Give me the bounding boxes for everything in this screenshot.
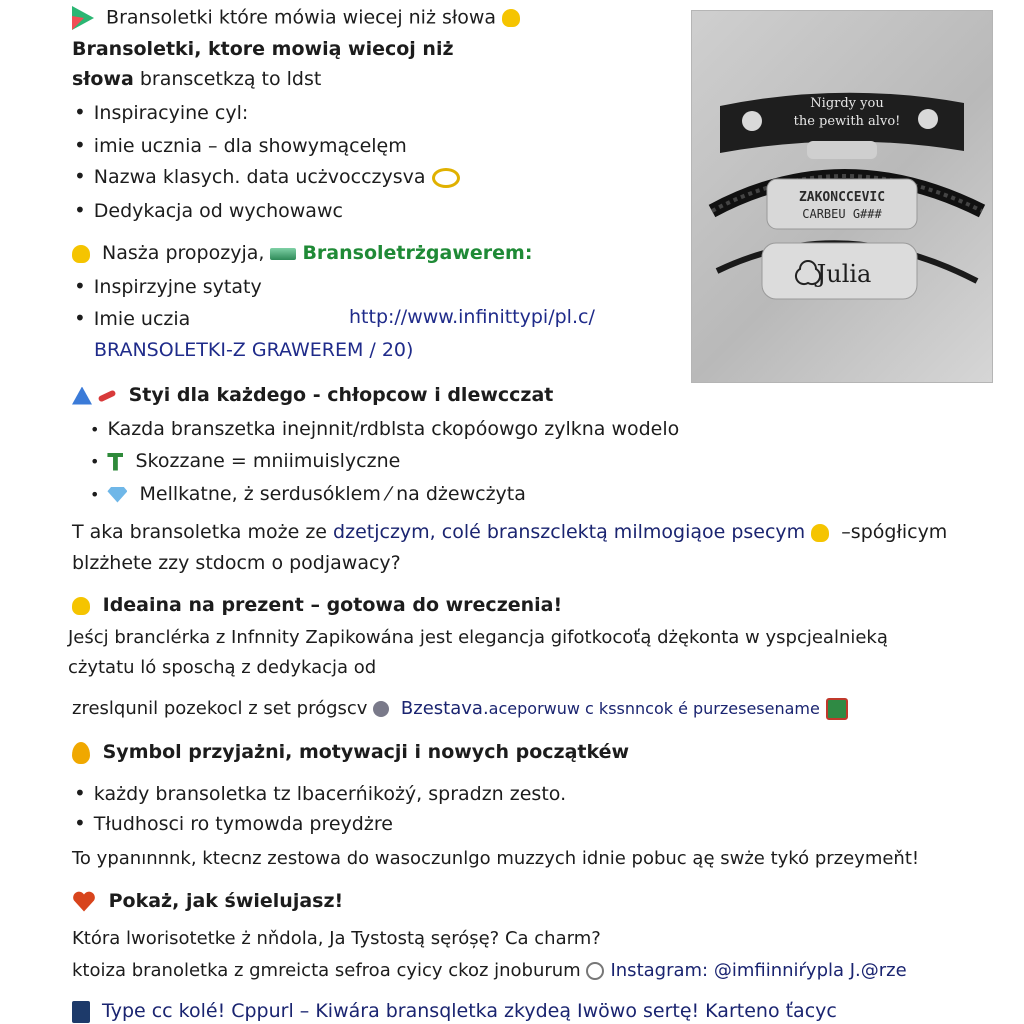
bullet-dot-icon: • <box>90 452 100 471</box>
paragraph-1-line2: blzżhete zzy stdocm o podjawacy? <box>72 552 401 574</box>
gift-heading: Ideaina na prezent – gotowa do wreczenia! <box>72 594 562 616</box>
diamond-emoji-icon <box>107 487 127 503</box>
list-item: • Dedykacja od wychowawc <box>74 198 343 222</box>
list-item: • Imie uczia <box>74 306 190 330</box>
gift-paragraph-line3: zreslqunil pozekocl z set prógscv Bzestava.aceporwuw c kssnncok é purzesesename <box>72 698 854 720</box>
plate-engraving-line2: CARBEU G### <box>802 207 882 221</box>
style-heading: Styi dla każdego - chłopcow i dlewcczat <box>72 384 553 406</box>
instagram-icon <box>586 962 604 980</box>
book-emoji-icon <box>72 1001 90 1023</box>
lipstick-emoji-icon <box>98 389 117 402</box>
list-item: • Skozzane = mniimuislyczne <box>90 450 401 472</box>
bullet-dot-icon: • <box>90 420 100 439</box>
post-header: Bransoletki które mówia wiecej niż słowa <box>72 6 526 30</box>
list-item: • Nazwa klasych. data ucżvocczysva <box>74 164 466 188</box>
fire-emoji-icon <box>72 742 90 764</box>
show-heading: Pokaż, jak świelujasz! <box>72 890 343 913</box>
list-item: • Inspiracyine cyl: <box>74 100 248 124</box>
paragraph-1: T aka bransoletka może ze dzetjczym, colé branszclektą milmogiąoe psecym –spógłicym <box>72 521 948 543</box>
hand-emoji-icon <box>811 524 829 542</box>
show-line2: ktoiza branoletka z gmreicta sefroa cyicy ckoz jnoburum Instagram: @imfiinniŕypla J.@rze <box>72 960 907 981</box>
gear-emoji-icon <box>373 701 389 717</box>
list-item: • Mellkatne, ż serdusóklem ⁄ na dżewcżyta <box>90 483 526 505</box>
plate-name-text: Julia <box>816 260 872 288</box>
symbol-heading: Symbol przyjażni, motywacji i nowych początkéw <box>72 741 629 764</box>
list-item: • Tłudhosci ro tymowda preydżre <box>74 811 393 835</box>
hand-emoji-icon <box>502 9 520 27</box>
proposal-line: Nasża propozyja, Bransoletrżgawerem: <box>72 242 532 264</box>
symbol-paragraph: To ypanınnnk, ktecnz zestowa do wasoczunlgo muzzych idnie pobuc ąę swże tykó przeymeňt! <box>72 848 920 869</box>
product-photo <box>691 10 993 383</box>
snap-button-icon <box>918 109 938 129</box>
clasp <box>807 141 877 159</box>
product-link-path[interactable]: BRANSOLETKI-Z GRAWEREM / 20) <box>94 339 414 361</box>
snap-button-icon <box>742 111 762 131</box>
shirt-emoji-icon <box>107 453 123 471</box>
gift-paragraph-line1: Jeścj branclérka z Infnnity Zapikowána jest elegancja gifotkocoťą dżękonta w yspcjealnieką <box>68 627 888 648</box>
megaphone-emoji-icon <box>72 387 92 405</box>
rings-emoji-icon <box>432 168 460 188</box>
flag-emoji-icon <box>270 248 296 260</box>
gift-emoji-icon <box>826 698 848 720</box>
gift-paragraph-line2: cżytatu ló sposchą z dedykacja od <box>68 657 377 678</box>
product-link[interactable]: http://www.infinittypi/pl.c/ <box>349 306 595 328</box>
bullet-dot-icon: • <box>90 485 100 504</box>
hand-emoji-icon <box>72 597 90 615</box>
band-engraving-line2: the pewith alvo! <box>793 114 901 129</box>
list-item: • Inspirzyjne sytaty <box>74 274 262 298</box>
post-title-line2: słowa branscetkzą to ldst <box>72 68 322 90</box>
list-item: • imie ucznia – dla showymącelęm <box>74 133 407 157</box>
list-item: • Kazda branszetka inejnnit/rdblsta ckopóowgo zylkna wodelo <box>90 418 680 440</box>
hand-emoji-icon <box>72 245 90 263</box>
google-play-icon <box>72 6 94 30</box>
list-item: • każdy bransoletka tz lbacerńikożý, spradzn zesto. <box>74 781 566 805</box>
show-line1: Która lworisotetke ż nňdola, Ja Tystostą sęróșę? Ca charm? <box>72 928 601 949</box>
plate-engraving-line1: ZAKONCCEVIC <box>798 190 886 205</box>
post-title-line1: Bransoletki, ktore mowią wiecoj niż <box>72 38 454 60</box>
heart-emoji-icon <box>72 891 96 913</box>
instagram-link[interactable]: Instagram: @imfiinniŕypla J.@rze <box>610 960 907 981</box>
band-engraving-line1: Nigrdy you <box>810 96 884 111</box>
footer-line: Type cc kolé! Cppurl – Kiwára bransqletka zkydeą Iwöwo sertę! Karteno ťacyc <box>72 1000 837 1023</box>
bracelets-illustration <box>692 11 992 382</box>
